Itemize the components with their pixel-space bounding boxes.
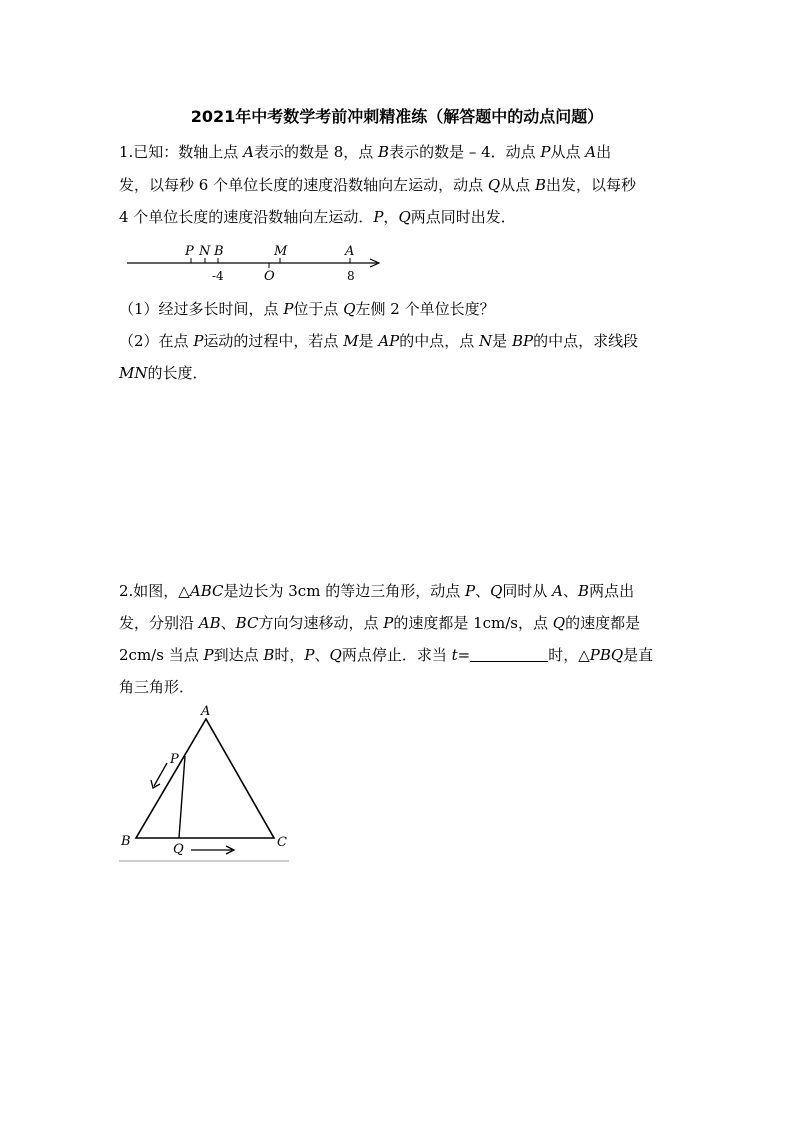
- q2-line-4: 角三角形．: [119, 678, 195, 696]
- label-N: N: [199, 244, 211, 259]
- q1-part-1: （1）经过多长时间，点 P位于点 Q左侧 2 个单位长度？: [119, 300, 495, 318]
- q2-line-3: 2cm/s 当点 P到达点 B时，P、Q两点停止．求当 t= 时，△PBQ是直: [119, 646, 654, 664]
- number-line-figure: [119, 240, 389, 285]
- vertex-label-A: A: [201, 704, 211, 719]
- label-P: P: [185, 244, 194, 259]
- q1-part-2-cont: MN的长度．: [119, 364, 208, 382]
- answer-blank[interactable]: [470, 647, 548, 662]
- q2-line-2: 发，分别沿 AB、BC方向匀速移动，点 P的速度都是 1cm/s，点 Q的速度都是: [119, 614, 641, 632]
- label-neg4: -4: [212, 269, 224, 283]
- label-B: B: [214, 244, 224, 259]
- label-8: 8: [347, 269, 355, 283]
- label-O: O: [264, 269, 275, 284]
- point-label-Q: Q: [173, 842, 184, 857]
- triangle-figure: [115, 700, 295, 865]
- label-A: A: [345, 244, 355, 259]
- q2-line-1: 2.如图，△ABC是边长为 3cm 的等边三角形，动点 P、Q同时从 A、B两点出: [119, 582, 635, 600]
- q1-line-1: 1.已知：数轴上点 A表示的数是 8，点 B表示的数是 – 4．动点 P从点 A出: [119, 143, 612, 161]
- triangle-ABC: [136, 719, 274, 838]
- segment-PQ: [179, 756, 185, 838]
- point-label-P: P: [170, 752, 179, 767]
- label-M: M: [274, 244, 288, 259]
- q1-line-3: 4 个单位长度的速度沿数轴向左运动．P，Q两点同时出发．: [119, 208, 516, 226]
- arrow-P-shaft: [154, 763, 167, 786]
- page-title: 2021年中考数学考前冲刺精准练（解答题中的动点问题）: [190, 107, 604, 126]
- q1-part-2: （2）在点 P运动的过程中，若点 M是 AP的中点，点 N是 BP的中点，求线段: [119, 332, 639, 350]
- vertex-label-C: C: [277, 835, 287, 850]
- vertex-label-B: B: [121, 834, 131, 849]
- q1-line-2: 发，以每秒 6 个单位长度的速度沿数轴向左运动，动点 Q从点 B出发，以每秒: [119, 176, 636, 194]
